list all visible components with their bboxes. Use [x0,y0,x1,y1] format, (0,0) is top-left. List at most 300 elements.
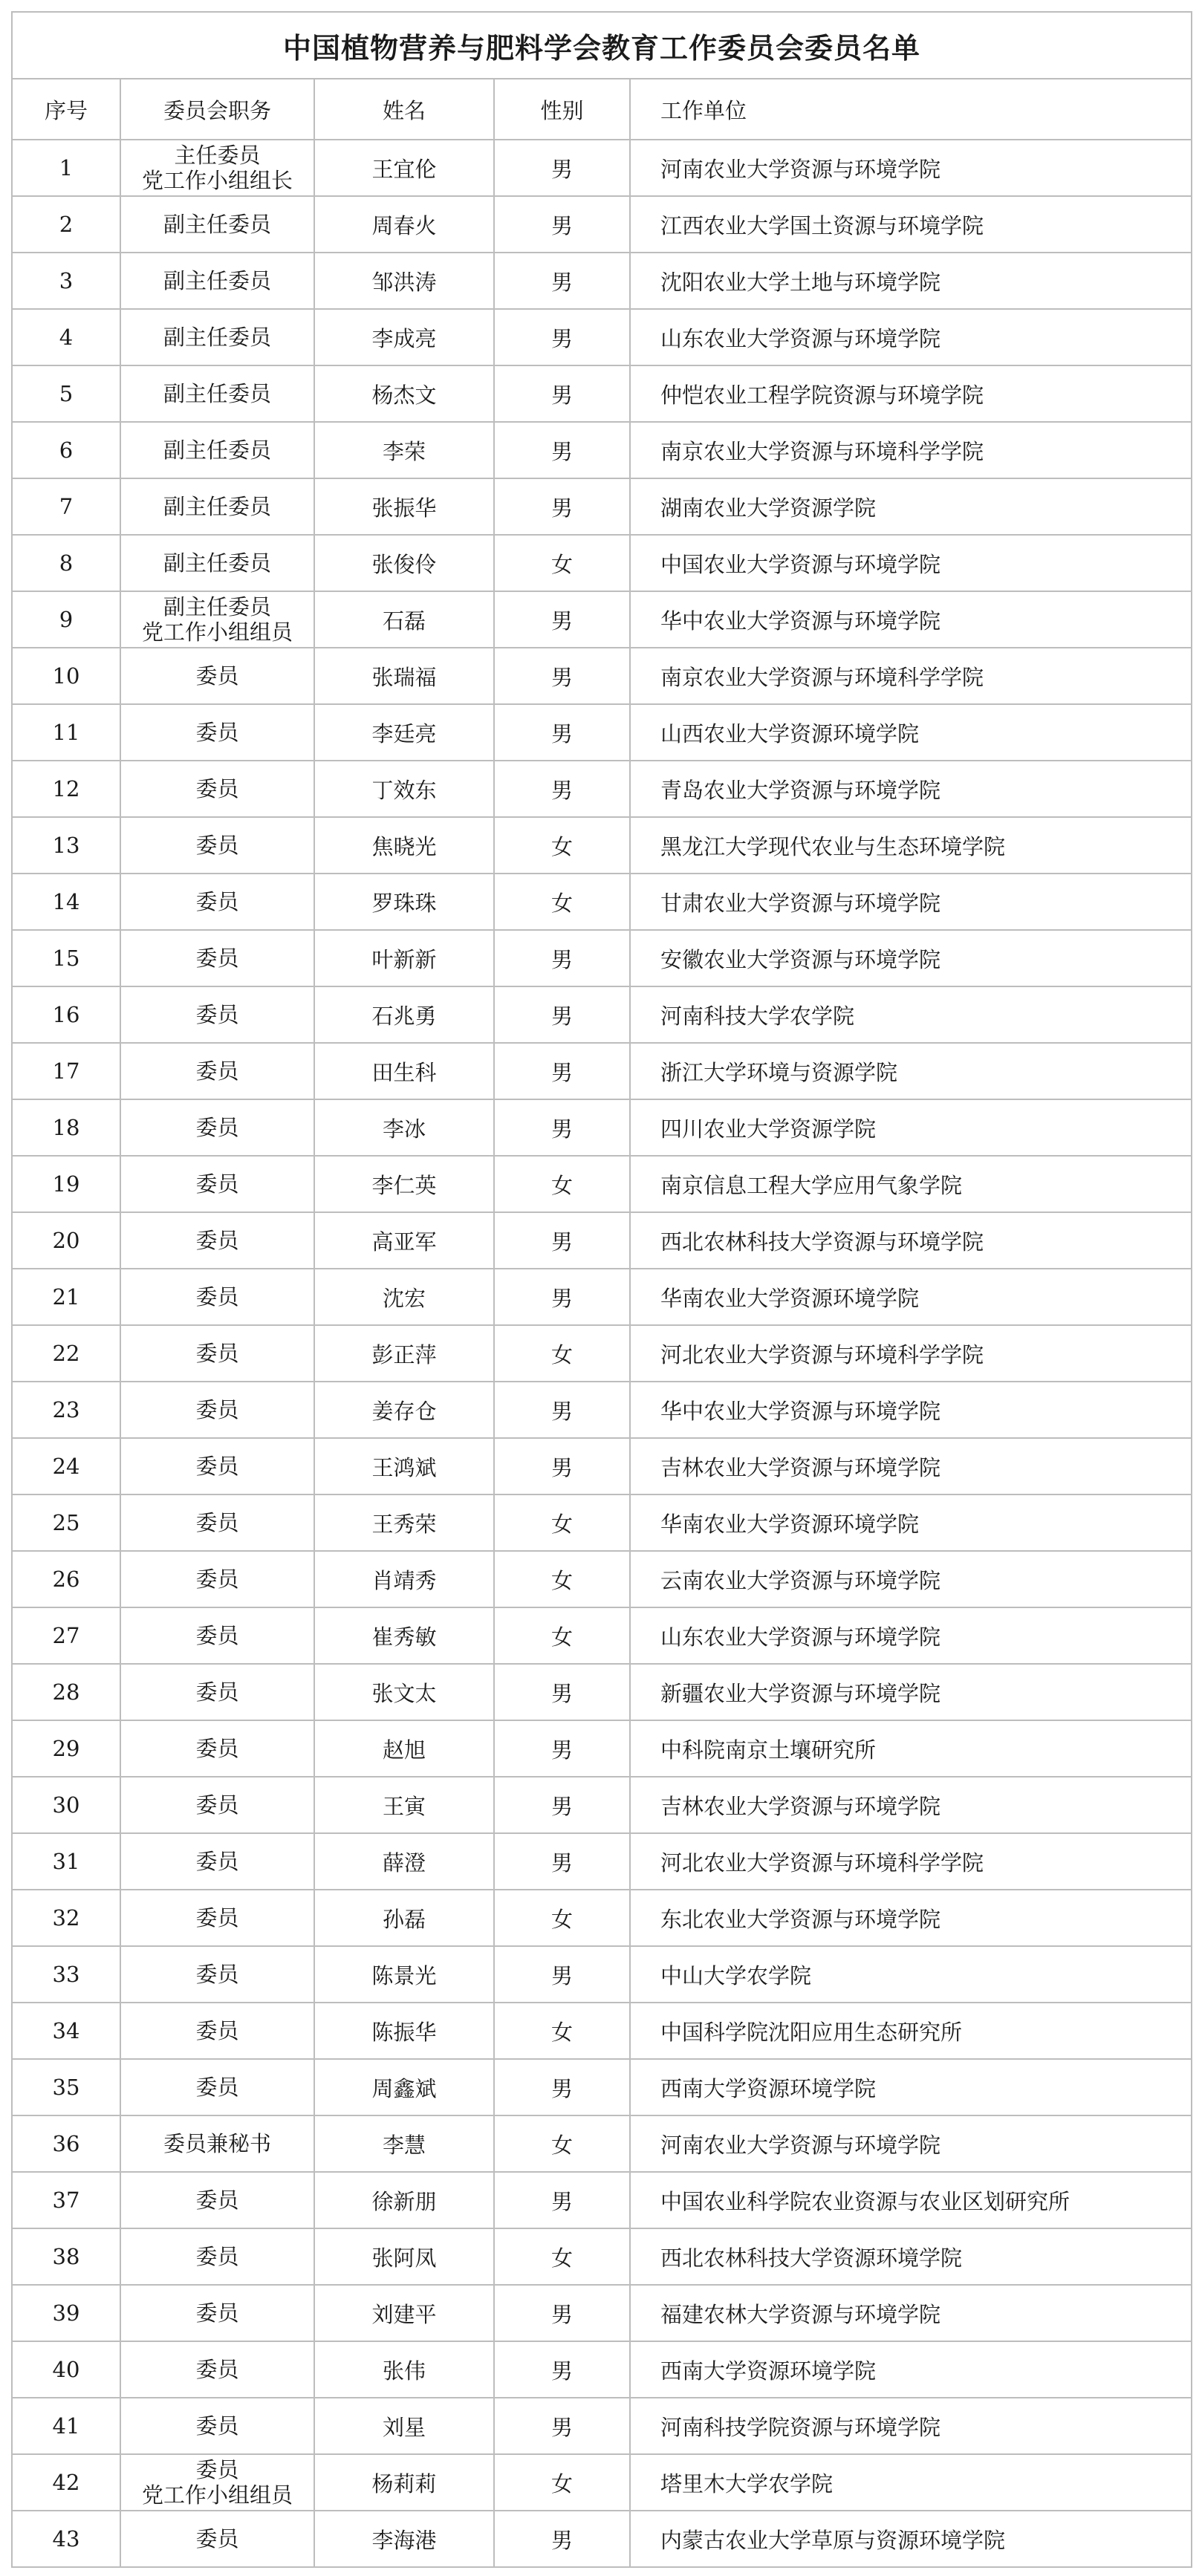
row-role [120,2285,314,2341]
row-unit: 福建农林大学资源与环境学院 [630,2285,1192,2341]
row-sex: 男 [494,2172,630,2228]
row-unit: 西北农林科技大学资源环境学院 [630,2228,1192,2285]
row-role [120,761,314,817]
row-number: 19 [12,1156,120,1212]
row-unit: 仲恺农业工程学院资源与环境学院 [630,365,1192,422]
row-sex: 男 [494,196,630,253]
table-row [12,1099,1192,1156]
row-number: 33 [12,1946,120,2003]
row-sex: 男 [494,1438,630,1494]
row-number: 6 [12,422,120,478]
table-row [12,1212,1192,1269]
row-number: 2 [12,196,120,253]
row-number: 22 [12,1325,120,1382]
row-number: 36 [12,2115,120,2172]
row-role [120,930,314,986]
table-row [12,761,1192,817]
row-number: 9 [12,591,120,648]
row-number: 25 [12,1494,120,1551]
row-role [120,1156,314,1212]
row-name: 张俊伶 [314,535,494,591]
row-sex: 男 [494,2341,630,2398]
row-unit: 河北农业大学资源与环境科学学院 [630,1833,1192,1890]
table-row [12,1946,1192,2003]
row-number: 20 [12,1212,120,1269]
row-name: 李荣 [314,422,494,478]
header-name: 姓名 [314,79,494,140]
role-line: 委员 [195,2018,239,2043]
role-line: 委员 [195,2357,239,2382]
table-row [12,704,1192,761]
row-name: 李海港 [314,2511,494,2567]
row-role [120,2511,314,2567]
role-line: 委员 [195,776,239,801]
row-unit: 中国农业大学资源与环境学院 [630,535,1192,591]
row-unit: 华中农业大学资源与环境学院 [630,591,1192,648]
row-role [120,2398,314,2454]
role-line: 委员 [195,1623,239,1648]
table-row [12,1720,1192,1777]
row-unit: 安徽农业大学资源与环境学院 [630,930,1192,986]
table-row [12,1043,1192,1099]
row-sex: 男 [494,930,630,986]
row-unit: 中山大学农学院 [630,1946,1192,2003]
row-sex: 女 [494,817,630,874]
row-unit: 南京农业大学资源与环境科学学院 [630,422,1192,478]
row-role [120,2341,314,2398]
role-line: 委员 [195,1510,239,1535]
row-sex: 男 [494,761,630,817]
row-name: 薛澄 [314,1833,494,1890]
row-name: 陈景光 [314,1946,494,2003]
role-line: 委员 [195,1905,239,1931]
table-row [12,2115,1192,2172]
table-row [12,648,1192,704]
role-line: 副主任委员 [163,325,271,350]
row-sex: 男 [494,140,630,196]
row-number: 15 [12,930,120,986]
row-unit: 河南农业大学资源与环境学院 [630,2115,1192,2172]
table-row [12,1777,1192,1833]
row-name: 周鑫斌 [314,2059,494,2115]
row-number: 4 [12,309,120,365]
row-unit: 河南农业大学资源与环境学院 [630,140,1192,196]
row-unit: 浙江大学环境与资源学院 [630,1043,1192,1099]
role-line: 委员 [195,2188,239,2213]
row-name: 焦晓光 [314,817,494,874]
table-row [12,817,1192,874]
row-number: 13 [12,817,120,874]
row-name: 罗珠珠 [314,874,494,930]
row-sex: 女 [494,2454,630,2511]
row-role [120,1777,314,1833]
row-name: 张振华 [314,478,494,535]
row-name: 杨莉莉 [314,2454,494,2511]
row-number: 39 [12,2285,120,2341]
row-name: 石兆勇 [314,986,494,1043]
header-unit: 工作单位 [630,79,1192,140]
role-line: 副主任委员 [163,494,271,519]
role-line: 委员 [195,2244,239,2269]
row-unit: 南京农业大学资源与环境科学学院 [630,648,1192,704]
table-row [12,1833,1192,1890]
role-line: 委员 [195,720,239,745]
row-name: 丁效东 [314,761,494,817]
row-number: 40 [12,2341,120,2398]
header-role: 委员会职务 [120,79,314,140]
member-list-document [11,11,1191,2568]
row-name: 刘星 [314,2398,494,2454]
row-sex: 男 [494,365,630,422]
role-line: 副主任委员 [163,381,271,406]
row-role [120,1043,314,1099]
row-unit: 华南农业大学资源环境学院 [630,1269,1192,1325]
table-row [12,1551,1192,1607]
row-role [120,309,314,365]
row-sex: 男 [494,704,630,761]
row-sex: 女 [494,1890,630,1946]
row-sex: 男 [494,1833,630,1890]
row-unit: 云南农业大学资源与环境学院 [630,1551,1192,1607]
row-role [120,1382,314,1438]
row-number: 41 [12,2398,120,2454]
row-name: 崔秀敏 [314,1607,494,1664]
row-role [120,2454,314,2511]
row-sex: 男 [494,2398,630,2454]
row-name: 李廷亮 [314,704,494,761]
row-unit: 河南科技大学农学院 [630,986,1192,1043]
row-number: 14 [12,874,120,930]
role-line: 委员 [195,1228,239,1253]
row-number: 43 [12,2511,120,2567]
table-row [12,2172,1192,2228]
role-line: 党工作小组组员 [141,619,293,645]
row-sex: 男 [494,422,630,478]
table-row [12,422,1192,478]
row-sex: 女 [494,874,630,930]
row-unit: 河北农业大学资源与环境科学学院 [630,1325,1192,1382]
row-unit: 华南农业大学资源环境学院 [630,1494,1192,1551]
row-number: 28 [12,1664,120,1720]
row-number: 31 [12,1833,120,1890]
role-line: 委员 [195,1397,239,1422]
row-sex: 男 [494,986,630,1043]
row-sex: 男 [494,1777,630,1833]
role-line: 副主任委员 [163,594,271,619]
role-line: 委员 [195,1792,239,1818]
row-sex: 女 [494,1494,630,1551]
row-number: 23 [12,1382,120,1438]
row-name: 赵旭 [314,1720,494,1777]
row-name: 高亚军 [314,1212,494,1269]
role-line: 委员 [195,2300,239,2326]
row-role [120,1269,314,1325]
row-unit: 东北农业大学资源与环境学院 [630,1890,1192,1946]
row-name: 肖靖秀 [314,1551,494,1607]
row-sex: 男 [494,1382,630,1438]
role-line: 副主任委员 [163,550,271,576]
row-name: 李成亮 [314,309,494,365]
row-unit: 华中农业大学资源与环境学院 [630,1382,1192,1438]
row-role [120,1720,314,1777]
row-unit: 四川农业大学资源学院 [630,1099,1192,1156]
row-role [120,2115,314,2172]
row-sex: 男 [494,2285,630,2341]
row-role [120,365,314,422]
row-unit: 吉林农业大学资源与环境学院 [630,1777,1192,1833]
row-name: 杨杰文 [314,365,494,422]
row-number: 1 [12,140,120,196]
row-name: 张阿凤 [314,2228,494,2285]
role-line: 党工作小组组员 [141,2482,293,2508]
table-row [12,2228,1192,2285]
row-unit: 内蒙古农业大学草原与资源环境学院 [630,2511,1192,2567]
row-number: 37 [12,2172,120,2228]
row-unit: 山西农业大学资源环境学院 [630,704,1192,761]
row-number: 18 [12,1099,120,1156]
row-number: 38 [12,2228,120,2285]
row-name: 李慧 [314,2115,494,2172]
row-number: 35 [12,2059,120,2115]
table-row [12,478,1192,535]
row-role [120,1890,314,1946]
row-role [120,704,314,761]
row-role [120,1494,314,1551]
row-sex: 女 [494,535,630,591]
row-sex: 男 [494,648,630,704]
row-unit: 吉林农业大学资源与环境学院 [630,1438,1192,1494]
row-number: 3 [12,253,120,309]
row-sex: 男 [494,1664,630,1720]
table-row [12,1269,1192,1325]
row-number: 17 [12,1043,120,1099]
row-role [120,478,314,535]
table-row [12,1890,1192,1946]
table-row [12,1494,1192,1551]
row-name: 石磊 [314,591,494,648]
table-row [12,2059,1192,2115]
row-sex: 男 [494,2059,630,2115]
row-unit: 中国科学院沈阳应用生态研究所 [630,2003,1192,2059]
row-sex: 女 [494,2115,630,2172]
row-name: 王鸿斌 [314,1438,494,1494]
member-table [11,11,1192,2568]
row-name: 王宜伦 [314,140,494,196]
table-row [12,2003,1192,2059]
row-role [120,2172,314,2228]
table-row [12,874,1192,930]
row-sex: 男 [494,478,630,535]
row-unit: 新疆农业大学资源与环境学院 [630,1664,1192,1720]
table-row [12,930,1192,986]
row-sex: 女 [494,1551,630,1607]
table-row [12,2398,1192,2454]
role-line: 委员 [195,833,239,858]
row-sex: 男 [494,309,630,365]
row-unit: 南京信息工程大学应用气象学院 [630,1156,1192,1212]
table-row [12,1325,1192,1382]
row-role [120,196,314,253]
row-name: 徐新朋 [314,2172,494,2228]
row-unit: 中科院南京土壤研究所 [630,1720,1192,1777]
row-role [120,1664,314,1720]
row-name: 张文太 [314,1664,494,1720]
row-sex: 女 [494,1156,630,1212]
row-unit: 黑龙江大学现代农业与生态环境学院 [630,817,1192,874]
row-unit: 山东农业大学资源与环境学院 [630,1607,1192,1664]
row-name: 邹洪涛 [314,253,494,309]
row-sex: 男 [494,2511,630,2567]
row-name: 叶新新 [314,930,494,986]
table-row [12,1607,1192,1664]
row-name: 张伟 [314,2341,494,2398]
row-role [120,874,314,930]
row-role [120,2228,314,2285]
table-row [12,2341,1192,2398]
row-sex: 女 [494,1607,630,1664]
row-name: 沈宏 [314,1269,494,1325]
row-sex: 男 [494,1043,630,1099]
table-row [12,196,1192,253]
row-number: 16 [12,986,120,1043]
table-row [12,986,1192,1043]
row-sex: 男 [494,1269,630,1325]
row-name: 姜存仓 [314,1382,494,1438]
row-number: 26 [12,1551,120,1607]
role-line: 委员 [195,1454,239,1479]
row-name: 刘建平 [314,2285,494,2341]
row-unit: 塔里木大学农学院 [630,2454,1192,2511]
row-role [120,1833,314,1890]
role-line: 委员 [195,1341,239,1366]
role-line: 主任委员 [174,143,261,168]
table-row [12,1156,1192,1212]
row-number: 11 [12,704,120,761]
row-role [120,422,314,478]
row-name: 周春火 [314,196,494,253]
row-role [120,1099,314,1156]
row-sex: 女 [494,1325,630,1382]
row-sex: 男 [494,591,630,648]
row-role [120,1325,314,1382]
row-unit: 山东农业大学资源与环境学院 [630,309,1192,365]
row-role [120,2003,314,2059]
row-role [120,1946,314,2003]
row-unit: 西南大学资源环境学院 [630,2341,1192,2398]
row-unit: 河南科技学院资源与环境学院 [630,2398,1192,2454]
row-number: 24 [12,1438,120,1494]
row-role [120,1212,314,1269]
table-row [12,1382,1192,1438]
table-row [12,2285,1192,2341]
row-name: 孙磊 [314,1890,494,1946]
role-line: 委员兼秘书 [163,2131,271,2156]
role-line: 委员 [195,1115,239,1140]
role-line: 委员 [195,1962,239,1987]
role-line: 委员 [195,1058,239,1084]
role-line: 副主任委员 [163,268,271,293]
row-number: 21 [12,1269,120,1325]
row-sex: 男 [494,1212,630,1269]
row-sex: 男 [494,253,630,309]
row-name: 王寅 [314,1777,494,1833]
row-role [120,140,314,196]
header-row [12,79,1192,140]
row-sex: 男 [494,1946,630,2003]
row-role [120,986,314,1043]
role-line: 委员 [195,1284,239,1310]
role-line: 委员 [195,1849,239,1874]
row-role [120,1438,314,1494]
table-row [12,535,1192,591]
row-role [120,1551,314,1607]
role-line: 委员 [195,2457,239,2482]
row-number: 27 [12,1607,120,1664]
row-name: 王秀荣 [314,1494,494,1551]
row-unit: 江西农业大学国土资源与环境学院 [630,196,1192,253]
role-line: 委员 [195,2413,239,2439]
row-number: 42 [12,2454,120,2511]
table-row [12,591,1192,648]
role-line: 委员 [195,663,239,689]
row-unit: 西北农林科技大学资源与环境学院 [630,1212,1192,1269]
role-line: 委员 [195,1002,239,1027]
row-role [120,817,314,874]
row-name: 陈振华 [314,2003,494,2059]
row-role [120,1607,314,1664]
role-line: 副主任委员 [163,438,271,463]
row-name: 李冰 [314,1099,494,1156]
row-unit: 中国农业科学院农业资源与农业区划研究所 [630,2172,1192,2228]
row-number: 7 [12,478,120,535]
role-line: 委员 [195,1736,239,1761]
row-unit: 沈阳农业大学土地与环境学院 [630,253,1192,309]
title-row [12,12,1192,79]
row-unit: 湖南农业大学资源学院 [630,478,1192,535]
row-sex: 女 [494,2228,630,2285]
row-role [120,535,314,591]
row-role [120,591,314,648]
table-row [12,2454,1192,2511]
row-unit: 甘肃农业大学资源与环境学院 [630,874,1192,930]
table-row [12,140,1192,196]
table-row [12,253,1192,309]
table-row [12,1664,1192,1720]
row-role [120,253,314,309]
row-name: 彭正萍 [314,1325,494,1382]
row-number: 34 [12,2003,120,2059]
role-line: 委员 [195,2526,239,2551]
table-row [12,1438,1192,1494]
row-unit: 青岛农业大学资源与环境学院 [630,761,1192,817]
row-role [120,648,314,704]
row-sex: 男 [494,1720,630,1777]
role-line: 委员 [195,1679,239,1705]
row-name: 田生科 [314,1043,494,1099]
row-sex: 女 [494,2003,630,2059]
row-number: 29 [12,1720,120,1777]
document-title: 中国植物营养与肥料学会教育工作委员会委员名单 [12,12,1192,79]
row-unit: 西南大学资源环境学院 [630,2059,1192,2115]
header-no: 序号 [12,79,120,140]
role-line: 委员 [195,889,239,914]
row-name: 张瑞福 [314,648,494,704]
role-line: 副主任委员 [163,212,271,237]
row-number: 30 [12,1777,120,1833]
table-body [12,140,1192,2567]
table-row [12,365,1192,422]
row-name: 李仁英 [314,1156,494,1212]
